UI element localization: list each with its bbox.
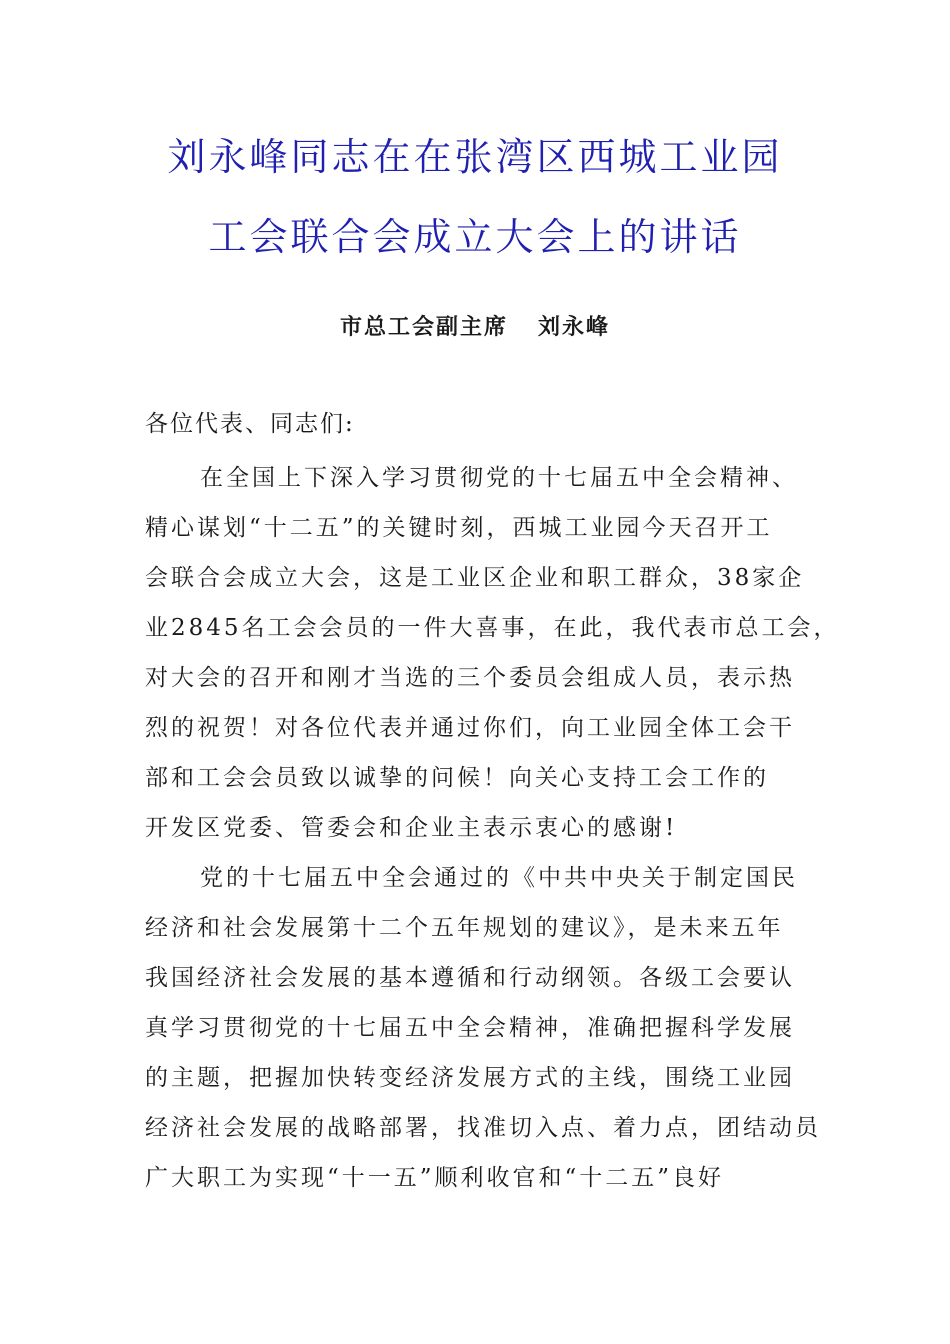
paragraph-1-line: 精心谋划“十二五”的关键时刻，西城工业园今天召开工 <box>145 515 773 541</box>
paragraph-1-line: 业2845名工会会员的一件大喜事，在此，我代表市总工会， <box>145 615 840 641</box>
salutation: 各位代表、同志们: <box>145 411 355 437</box>
paragraph-2-line: 我国经济社会发展的基本遵循和行动纲领。各级工会要认 <box>145 965 795 991</box>
paragraph-1-line: 在全国上下深入学习贯彻党的十七届五中全会精神、 <box>200 465 798 491</box>
byline-name: 刘永峰 <box>538 314 611 340</box>
paragraph-2-line: 真学习贯彻党的十七届五中全会精神，准确把握科学发展 <box>145 1015 795 1041</box>
byline <box>0 310 950 341</box>
paragraph-2-line: 经济社会发展的战略部署，找准切入点、着力点，团结动员 <box>145 1115 821 1141</box>
paragraph-1-line: 会联合会成立大会，这是工业区企业和职工群众，38家企 <box>145 565 805 591</box>
title-line-1: 刘永峰同志在在张湾区西城工业园 <box>167 135 783 179</box>
paragraph-2-line: 党的十七届五中全会通过的《中共中央关于制定国民 <box>200 865 798 891</box>
paragraph-2-line: 广大职工为实现“十一五”顺利收官和“十二五”良好 <box>145 1165 725 1191</box>
title-line-2: 工会联合会成立大会上的讲话 <box>208 215 742 259</box>
paragraph-1-line: 对大会的召开和刚才当选的三个委员会组成人员，表示热 <box>145 665 795 691</box>
paragraph-2-line: 的主题，把握加快转变经济发展方式的主线，围绕工业园 <box>145 1065 795 1091</box>
byline-position: 市总工会副主席 <box>339 314 508 340</box>
paragraph-1-line: 开发区党委、管委会和企业主表示衷心的感谢! <box>145 815 678 841</box>
paragraph-2-line: 经济和社会发展第十二个五年规划的建议》，是未来五年 <box>145 915 784 941</box>
paragraph-1-line: 部和工会会员致以诚挚的问候！向关心支持工会工作的 <box>145 765 769 791</box>
paragraph-1-line: 烈的祝贺！对各位代表并通过你们，向工业园全体工会干 <box>145 715 795 741</box>
